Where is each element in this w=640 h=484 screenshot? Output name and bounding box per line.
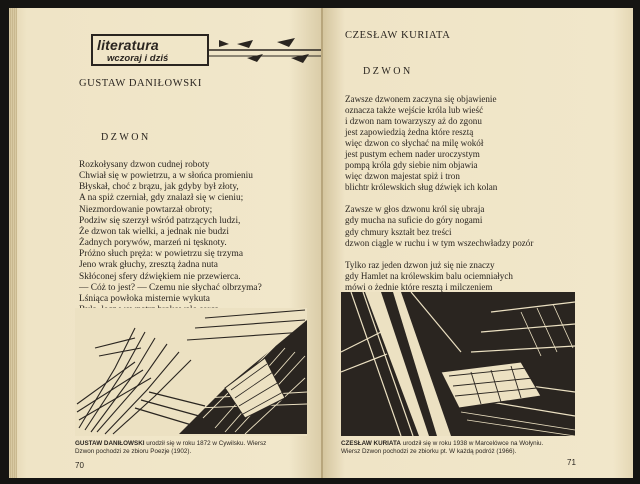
poem-line: gdy Hamlet na królewskim balu ociemniałych — [345, 270, 513, 281]
poem-line: i dzwon nam towarzyszy aż do zgonu — [345, 116, 482, 127]
poem-line: Żadnych porywów, marzeń ni tęsknoty. — [79, 238, 227, 249]
poem-line: więc dzwon co słychać na milę wokół — [345, 138, 484, 149]
right-caption — [341, 440, 591, 456]
poem-line: Skłóconej sfery dźwiękiem nie przewierca. — [79, 271, 241, 282]
logo-subtitle: wczoraj i dziś — [107, 53, 169, 64]
right-author-heading: CZESŁAW KURIATA — [345, 30, 451, 41]
right-caption-name: CZESŁAW KURIATA — [341, 440, 401, 447]
poem-line: Chwiał się w powietrzu, a w słońca promieniu — [79, 171, 253, 182]
left-page — [9, 8, 323, 478]
poem-line: Że dzwon tak wielki, a jednak nie budzi — [79, 226, 229, 237]
poem-line: jest pustym echem nader uroczystym — [345, 149, 480, 160]
stanza-gap — [345, 249, 533, 260]
poem-line: Niezmordowanie powtarzał obroty; — [79, 204, 213, 215]
poem-line: dzwon ciągle w ruchu i w tym wszechwładzy pozór — [345, 237, 534, 248]
poem-line: A na spiż czerniał, gdy znalazł się w cieniu; — [79, 193, 244, 204]
logo-arrows-ornament — [207, 34, 323, 66]
poem-line: blichtr królewskich sług dźwięk ich kolan — [345, 182, 498, 193]
poem-line: Zawsze dzwonem zaczyna się objawienie — [345, 94, 497, 104]
poem-line: Tylko raz jeden dzwon już się nie znaczy — [345, 259, 495, 270]
left-caption-name: GUSTAW DANIŁOWSKI — [75, 440, 145, 447]
left-page-number: 70 — [75, 461, 84, 470]
right-page-number: 71 — [567, 458, 576, 467]
poem-line: oznacza także wejście króla lub wieść — [345, 105, 484, 116]
stanza-gap — [345, 193, 533, 204]
poem-line: Lśniąca powłoka misternie wykuta — [79, 293, 210, 304]
poem-line: jest zapowiedzią żedna które resztą — [345, 127, 474, 138]
left-illustration — [75, 308, 307, 436]
right-caption-line1: urodził się w roku 1938 w Marcelówce na Wołyniu. — [402, 440, 544, 447]
logo-title: literatura — [97, 37, 159, 53]
poem-line: Błyskał, choć z brązu, jak gdyby był złoty, — [79, 182, 239, 193]
right-illustration — [341, 292, 575, 436]
poem-line: Zawsze w głos dzwonu król się ubraja — [345, 204, 485, 215]
poem-line: Podziw się szerzył wśród patrzących ludzi, — [79, 215, 241, 226]
poem-line: więc dzwon majestat spiż i tron — [345, 171, 460, 182]
poem-line: pompą króla gdy siebie nim objawia — [345, 160, 478, 171]
left-poem-title: DZWON — [101, 132, 151, 143]
left-author-heading: GUSTAW DANIŁOWSKI — [79, 78, 202, 89]
right-poem-title: DZWON — [363, 66, 413, 77]
poem-line: mówi o żednie które resztą i milczeniem — [345, 281, 493, 292]
left-poem-body — [79, 160, 262, 316]
literatura-logo — [91, 34, 323, 68]
poem-line: Próżno słuch pręża: w powietrzu się trzyma — [79, 249, 244, 260]
left-caption-line2: Dzwon pochodzi ze zbioru Poezje (1902). — [75, 448, 192, 455]
right-caption-line2: Wiersz Dzwon pochodzi ze zbiorku pt. W każdą podróż (1966). — [341, 448, 517, 455]
poem-line: gdy chmury kształt bez treści — [345, 226, 452, 237]
page-edges — [9, 8, 17, 478]
left-caption — [75, 440, 311, 456]
logo-box — [91, 34, 209, 66]
open-book — [9, 8, 633, 478]
right-poem-body — [345, 94, 533, 293]
left-caption-line1: urodził się w roku 1872 w Cywilsku. Wiersz — [146, 440, 267, 447]
poem-line: gdy mucha na suficie do góry nogami — [345, 215, 483, 226]
poem-line: — Cóż to jest? — Czemu nie słychać olbrzyma? — [79, 282, 262, 293]
right-page — [323, 8, 633, 478]
poem-line: Jeno wrak głuchy, zresztą żadna nuta — [79, 260, 218, 271]
poem-line: Rozkołysany dzwon cudnej roboty — [79, 160, 210, 170]
